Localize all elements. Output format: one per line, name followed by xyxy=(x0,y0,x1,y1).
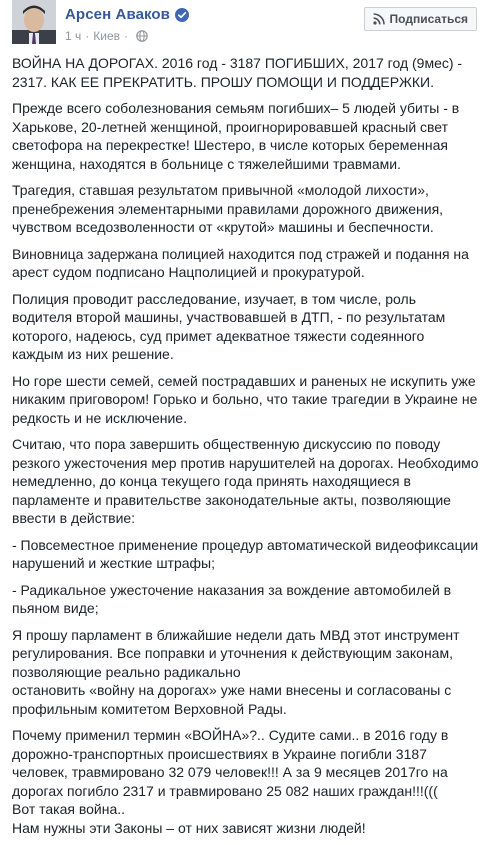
subscribe-button[interactable] xyxy=(364,7,477,31)
globe-icon[interactable] xyxy=(136,30,148,42)
post-meta xyxy=(65,29,148,43)
post-paragraph: Считаю, что пора завершить общественную дискуссию по поводу резкого ужесточения мер против нарушителей на дорогах. Необходимо немедленно, до конца текущего года принять находящиеся в парламенте и правительстве законодательные акты, позволяющие ввести в действие: xyxy=(12,436,479,526)
post-header xyxy=(12,0,479,52)
post-paragraph: Виновница задержана полицией находится под стражей и подання на арест судом подписано Нацполицией и прокуратурой. xyxy=(12,245,469,280)
post-paragraph: Почему применил термин «ВОЙНА»?.. Судите сами.. в 2016 году в дорожно-транспортных происшествиях в Украине погибли 3187 человек, травмировано 32 079 человек!!! А за 9 месяцев 2017го на дорогах погибло 2317 и травмировано 25 082 наших граждан!!!((( Вот такая война.. Нам нужны эти Законы – от них зависят жизни людей! xyxy=(12,727,449,836)
post-paragraph: ВОЙНА НА ДОРОГАХ. 2016 год - 3187 ПОГИБШИХ, 2017 год (9мес) - 2317. КАК ЕЕ ПРЕКРАТИТЬ. ПРОШУ ПОМОЩИ И ПОДДЕРЖКИ. xyxy=(12,55,463,90)
author-row xyxy=(65,6,189,23)
subscribe-label: Подписаться xyxy=(389,12,468,26)
post-paragraph: Я прошу парламент в ближайшие недели дать МВД этот инструмент регулирования. Все поправки и уточнения к действующим законам, позволяющие реально радикально остановить «войну на дорогах» уже нами внесены и согласованы с профильным комитетом Верховной Рады. xyxy=(12,626,460,717)
rss-icon xyxy=(373,13,385,25)
post-paragraph: Полиция проводит расследование, изучает, в том числе, роль водителя второй машины, участвовавшей в ДТП, - по результатам которого, надеюсь, суд примет адекватное тяжести содеянного каждым из них решение. xyxy=(12,290,446,362)
post-paragraph: Трагедия, ставшая результатом привычной «молодой лихости», пренебрежения элементарными правилами дорожного движения, чувством вседозволенности от «крутой» машины и беспечности. xyxy=(12,182,444,235)
verified-badge-icon xyxy=(175,8,189,22)
post-location[interactable]: Киев xyxy=(93,29,121,43)
author-name[interactable]: Арсен Аваков xyxy=(65,6,170,23)
meta-separator: · xyxy=(85,29,90,43)
author-avatar[interactable] xyxy=(12,0,56,44)
post-paragraph: - Повсеместное применение процедур автоматической видеофиксации нарушений и жесткие штрафы; xyxy=(12,536,479,571)
post-paragraph: - Радикальное ужесточение наказания за вождение автомобилей в пьяном виде; xyxy=(12,581,452,616)
meta-separator-2: · xyxy=(124,29,129,43)
post-paragraph: Прежде всего соболезнования семьям погибших– 5 людей убиты - в Харькове, 20-летней женщиной, проигнорировавшей красный свет светофора на перекрестке! Шестеро, в числе которых беременная женщина, находятся в больнице с тяжелейшими травмами. xyxy=(12,100,460,172)
post-body xyxy=(12,54,479,837)
post-timestamp[interactable]: 1 ч xyxy=(65,29,82,43)
post-paragraph: Но горе шести семей, семей пострадавших и раненых не искупить уже никаким приговором! Горько и больно, что такие трагедии в Украине не редкость и не исключение. xyxy=(12,372,478,426)
